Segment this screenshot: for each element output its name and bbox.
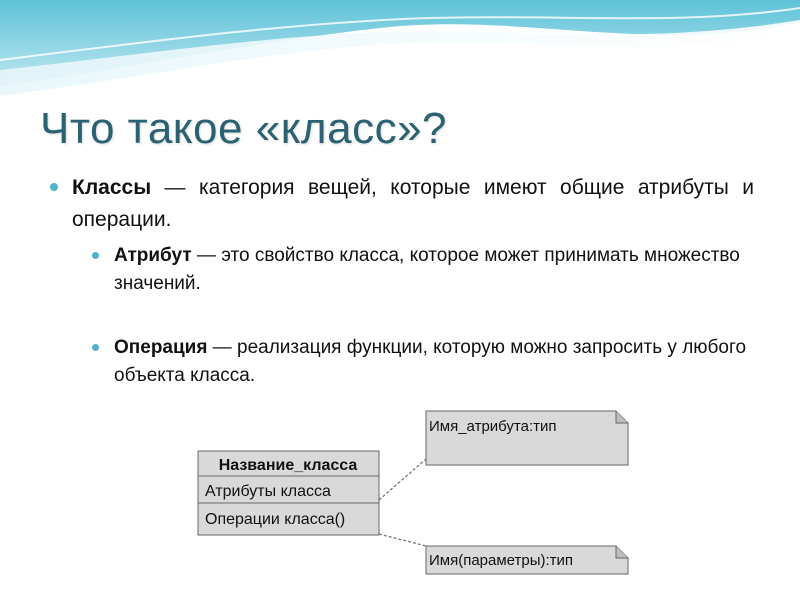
connector-operation (379, 534, 426, 546)
bullet-operation (90, 334, 754, 390)
bullet-dot-icon (50, 183, 58, 191)
note-operation-label: Имя(параметры):тип (429, 552, 574, 569)
slide-title: Что такое «класс»? (40, 104, 448, 153)
bullet-attribute (90, 242, 754, 298)
bullet-dot-icon (92, 344, 99, 351)
class-operations-label: Операции класса() (205, 511, 346, 528)
class-name-label: Название_класса (218, 457, 358, 474)
class-attributes-label: Атрибуты класса (205, 483, 331, 500)
bullet-term: Атрибут (114, 245, 192, 266)
note-attribute (426, 411, 628, 465)
connector-attribute (379, 459, 426, 500)
bullet-dot-icon (92, 252, 99, 259)
bullet-text: — это свойство класса, которое может принимать множество значений. (114, 245, 740, 294)
bullet-list (48, 172, 754, 390)
class-box (198, 451, 379, 535)
bullet-text: — реализация функции, которую можно запросить у любого объекта класса. (114, 337, 747, 386)
note-attribute-label: Имя_атрибута:тип (429, 418, 557, 435)
bullet-classes (48, 172, 754, 236)
bullet-term: Классы (72, 176, 152, 199)
note-operation (426, 546, 628, 574)
decorative-wave-header (0, 0, 800, 100)
bullet-term: Операция (114, 337, 208, 358)
bullet-text: — категория вещей, которые имеют общие атрибуты и операции. (72, 176, 754, 231)
uml-class-diagram (188, 393, 636, 600)
